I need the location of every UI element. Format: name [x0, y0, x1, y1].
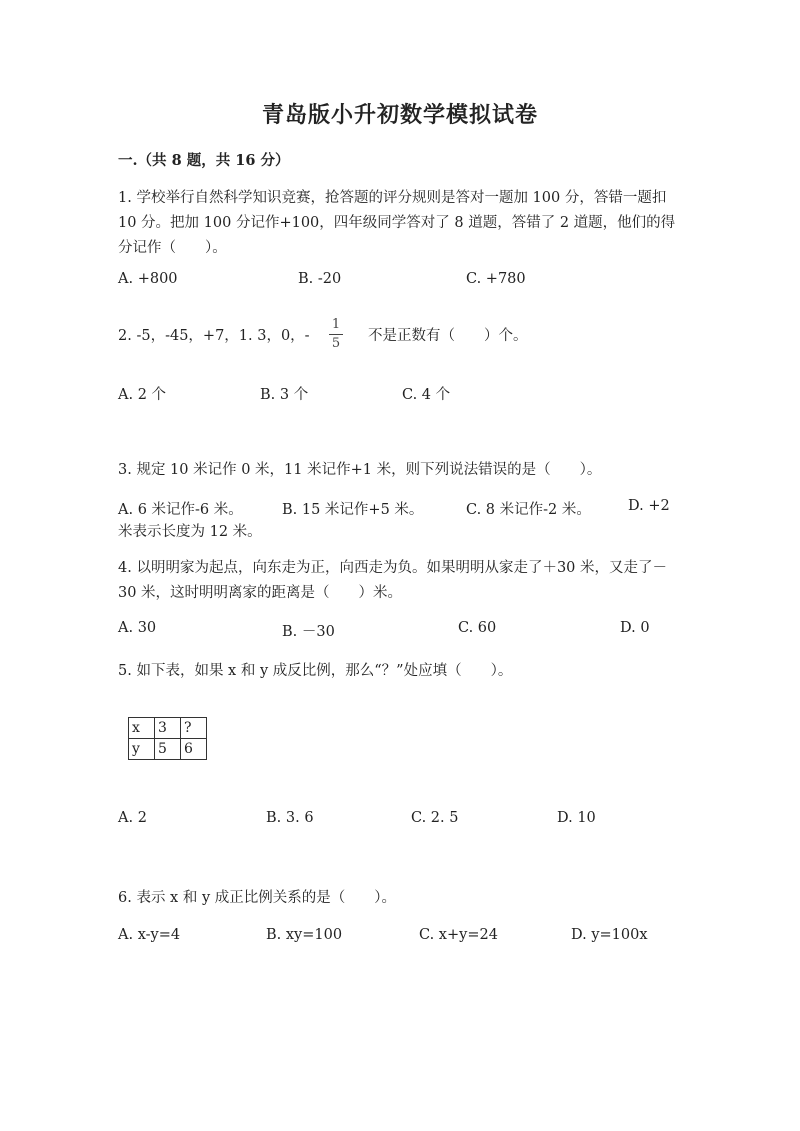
question-5-option-d[interactable]: D. 10 — [557, 810, 596, 826]
question-5-option-b[interactable]: B. 3. 6 — [266, 810, 314, 826]
table-cell: x — [129, 718, 155, 739]
question-1-option-a[interactable]: A. +800 — [118, 271, 178, 287]
question-6-text: 6. 表示 x 和 y 成正比例关系的是（ ）。 — [118, 890, 396, 906]
question-2-fraction — [329, 318, 343, 351]
question-6-option-b[interactable]: B. xy=100 — [266, 927, 343, 943]
question-4-option-a[interactable]: A. 30 — [118, 620, 157, 636]
table-cell: 3 — [155, 718, 181, 739]
table-cell: y — [129, 739, 155, 760]
question-3-option-a[interactable]: A. 6 米记作-6 米。 — [118, 502, 243, 518]
question-2-option-c[interactable]: C. 4 个 — [402, 387, 451, 403]
question-6-option-c[interactable]: C. x+y=24 — [419, 927, 498, 943]
question-2-text-after: 不是正数有（ ）个。 — [368, 328, 528, 344]
page-title: 青岛版小升初数学模拟试卷 — [261, 102, 538, 128]
question-4-option-d[interactable]: D. 0 — [620, 620, 650, 636]
question-4-option-b[interactable]: B. －30 — [282, 624, 335, 640]
question-3-option-c[interactable]: C. 8 米记作-2 米。 — [466, 502, 591, 518]
fraction-numerator: 1 — [331, 317, 341, 332]
section-heading: 一.（共 8 题，共 16 分） — [118, 152, 290, 169]
question-4-option-c[interactable]: C. 60 — [458, 620, 497, 636]
question-3-option-b[interactable]: B. 15 米记作+5 米。 — [282, 502, 424, 518]
table-row — [129, 739, 207, 760]
question-5-text: 5. 如下表，如果 x 和 y 成反比例，那么“？”处应填（ ）。 — [118, 663, 513, 679]
question-4-text: 4. 以明明家为起点，向东走为正，向西走为负。如果明明从家走了＋30 米，又走了－30 米，这时明明离家的距离是（ ）米。 — [118, 560, 668, 601]
question-3-option-d[interactable]: D. +2 — [628, 498, 670, 514]
table-row — [129, 718, 207, 739]
question-2-option-b[interactable]: B. 3 个 — [260, 387, 309, 403]
question-2-option-a[interactable]: A. 2 个 — [118, 387, 167, 403]
question-1-text: 1. 学校举行自然科学知识竞赛，抢答题的评分规则是答对一题加 100 分，答错一题扣 10 分。把加 100 分记作+100，四年级同学答对了 8 道题，答错了 2 道题，他们的得分记作（ ）。 — [118, 190, 676, 256]
question-6-option-a[interactable]: A. x-y=4 — [118, 927, 181, 943]
table-cell: 5 — [155, 739, 181, 760]
fraction-denominator: 5 — [331, 336, 341, 351]
question-6-option-d[interactable]: D. y=100x — [571, 927, 648, 943]
fraction-bar — [329, 334, 343, 335]
table-cell: 6 — [181, 739, 207, 760]
question-2-text-before: 2. -5，-45，+7，1. 3，0，- — [118, 328, 310, 344]
question-5-option-a[interactable]: A. 2 — [118, 810, 147, 826]
question-1-option-b[interactable]: B. -20 — [298, 271, 342, 287]
question-5-table — [128, 717, 207, 760]
question-3-text: 3. 规定 10 米记作 0 米，11 米记作+1 米，则下列说法错误的是（ ）。 — [118, 462, 602, 478]
question-3-option-d-continued: 米表示长度为 12 米。 — [118, 524, 262, 540]
question-1-option-c[interactable]: C. +780 — [466, 271, 526, 287]
question-5-option-c[interactable]: C. 2. 5 — [411, 810, 459, 826]
table-cell: ? — [181, 718, 207, 739]
